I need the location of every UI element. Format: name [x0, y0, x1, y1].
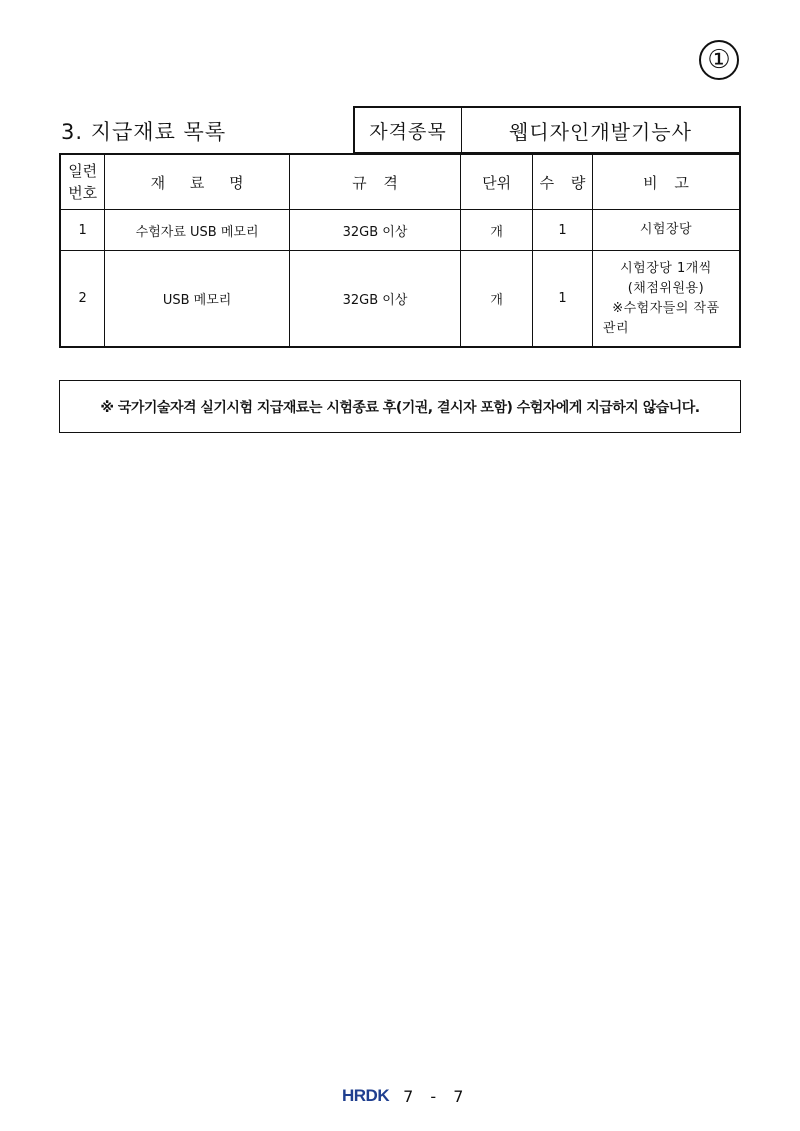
remarks-line: ※수험자들의 작품: [612, 300, 720, 316]
cell-spec: 32GB 이상: [289, 251, 460, 348]
remarks-line: 시험장당: [639, 222, 693, 237]
header-unit: 단위: [461, 154, 533, 210]
page-number: 7 - 7: [403, 1086, 470, 1106]
page-footer: [342, 1086, 469, 1106]
cell-spec: 32GB 이상: [289, 210, 460, 251]
remarks-line: (채점위원용): [627, 280, 705, 296]
header-spec: 규 격: [289, 154, 460, 210]
cell-unit: 개: [461, 251, 533, 348]
header-quantity: 수 량: [533, 154, 593, 210]
cell-unit: 개: [461, 210, 533, 251]
section-title: 3. 지급재료 목록: [61, 120, 227, 144]
cell-remarks: [592, 251, 740, 348]
certification-box: [353, 106, 741, 154]
notice-text: ※ 국가기술자격 실기시험 지급재료는 시험종료 후(기권, 결시자 포함) 수험자에게 지급하지 않습니다.: [100, 399, 700, 416]
certification-value: 웹디자인개발기능사: [509, 119, 692, 144]
notice-box: [59, 380, 741, 433]
table-header-row: [60, 154, 740, 210]
cell-name: USB 메모리: [105, 251, 289, 348]
header-serial-line2: 번호: [68, 184, 98, 202]
materials-table: [59, 153, 741, 348]
certification-label: 자격종목: [355, 108, 462, 152]
cell-serial: 1: [60, 210, 105, 251]
header-serial-line1: 일련: [68, 162, 98, 180]
remarks-line: 관리: [602, 320, 630, 336]
cell-serial: 2: [60, 251, 105, 348]
cell-quantity: 1: [533, 210, 593, 251]
header-remarks: 비 고: [592, 154, 740, 210]
hrdk-logo: HRDK: [342, 1086, 390, 1105]
header-serial: [60, 154, 105, 210]
cell-remarks: [592, 210, 740, 251]
page-number-badge: ①: [699, 40, 739, 80]
section-header: [59, 106, 741, 154]
remarks-line: 시험장당 1개씩: [620, 260, 712, 276]
cell-quantity: 1: [533, 251, 593, 348]
table-row: [60, 251, 740, 348]
cell-name: 수험자료 USB 메모리: [105, 210, 289, 251]
table-row: [60, 210, 740, 251]
header-name: 재 료 명: [105, 154, 289, 210]
